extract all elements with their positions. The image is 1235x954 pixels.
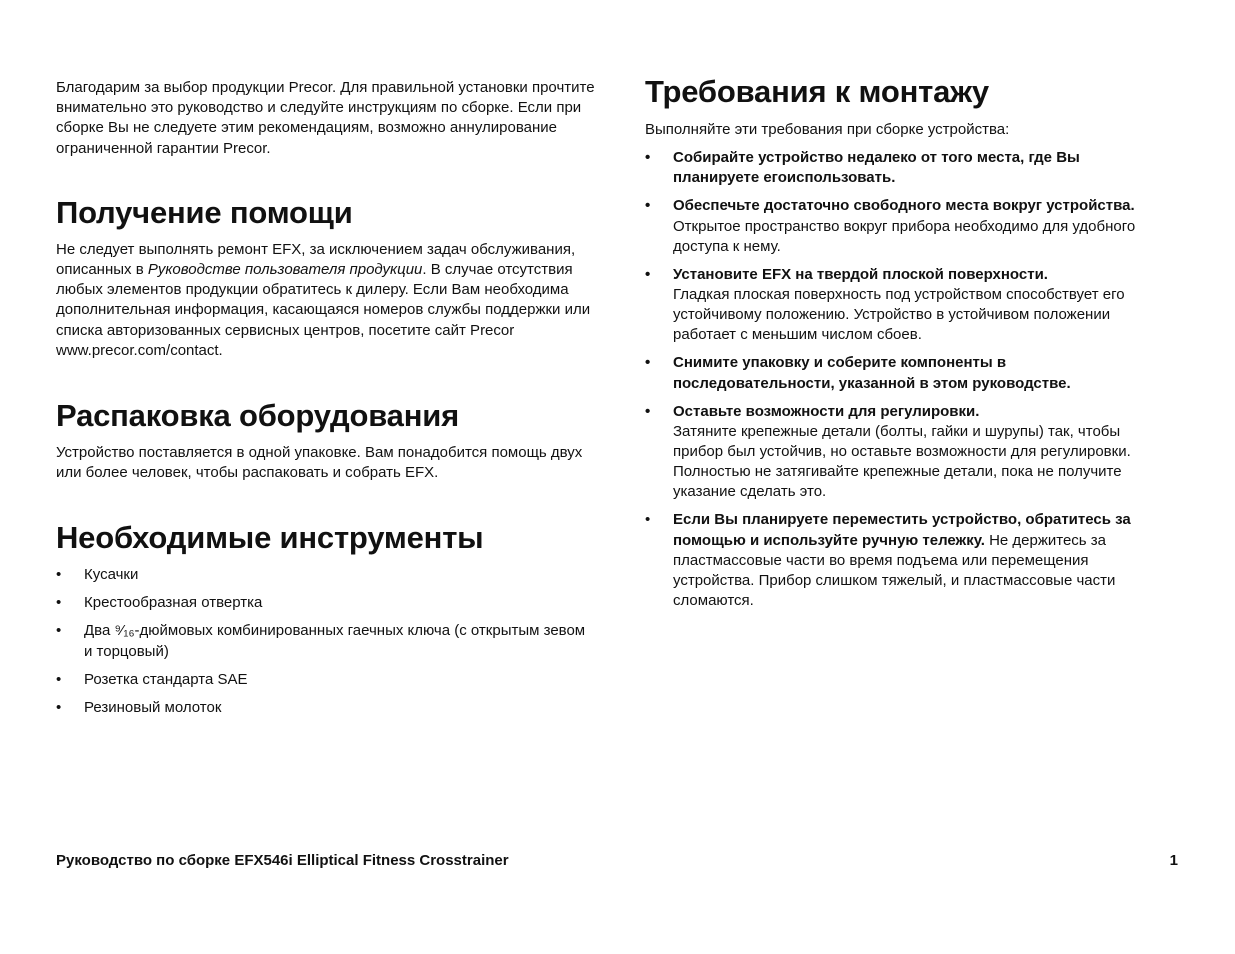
left-column (56, 78, 596, 718)
page-footer (56, 852, 1178, 869)
list-item: • Установите EFX на твердой плоской поверхности. Гладкая плоская поверхность под устройством способствует его устойчивому положению. Устройство в устойчивом положении работает с меньшим числом сбоев. (645, 265, 1125, 344)
right-column (645, 74, 1170, 611)
list-item: • Крестообразная отвертка (56, 594, 263, 612)
footer-title: Руководство по сборке EFX546i Elliptical Fitness Crosstrainer (56, 852, 509, 869)
requirements-list (645, 148, 1170, 611)
requirements-lead: Выполняйте эти требования при сборке устройства: (645, 121, 1010, 138)
list-item: • Снимите упаковку и соберите компоненты в последовательности, указанной в этом руководстве. (645, 354, 1071, 392)
requirements-heading: Требования к монтажу (645, 74, 989, 109)
list-item: • Оставьте возможности для регулировки. Затяните крепежные детали (болты, гайки и шурупы) так, чтобы прибор был устойчив, но оставьте возможности для регулировки. Полностью не затягивайте крепежные детали, пока не получите указание сделать это. (645, 402, 1131, 501)
list-item: • Розетка стандарта SAE (56, 670, 248, 688)
list-item: • Кусачки (56, 566, 139, 584)
list-item: • Собирайте устройство недалеко от того места, где Вы планируете егоиспользовать. (645, 149, 1080, 187)
unpack-heading: Распаковка оборудования (56, 398, 459, 434)
help-heading: Получение помощи (56, 194, 353, 230)
unpack-paragraph: Устройство поставляется в одной упаковке. Вам понадобится помощь двух или более человек, чтобы распаковать и собрать EFX. (56, 444, 583, 482)
list-item: • Обеспечьте достаточно свободного места вокруг устройства. Открытое пространство вокруг прибора необходимо для удобного доступа к нему. (645, 197, 1136, 255)
intro-paragraph: Благодарим за выбор продукции Precor. Для правильной установки прочтите внимательно это руководство и следуйте инструкциям по сборке. Если при сборке Вы не следуете этим рекомендациям, возможно аннулирование ограниченной гарантии Precor. (56, 79, 595, 157)
list-item: • Резиновый молоток (56, 698, 222, 716)
page-number: 1 (1169, 852, 1178, 869)
help-paragraph: Не следует выполнять ремонт EFX, за исключением задач обслуживания, описанных в Руководстве пользователя продукции. В случае отсутствия любых элементов продукции обратитесь к дилеру. Если Вам необходима дополнительная информация, касающаяся номеров службы поддержки или списка авторизованных сервисных центров, посетите сайт Precor www.precor.com/contact. (56, 240, 591, 359)
list-item: • Два ⁹⁄₁₆-дюймовых комбинированных гаечных ключа (с открытым зевом и торцовый) (56, 622, 586, 660)
list-item: • Если Вы планируете переместить устройство, обратитесь за помощью и используйте ручную тележку. Не держитесь за пластмассовые части во время подъема или перемещения устройства. Прибор слишком тяжелый, и пластмассовые части сломаются. (645, 511, 1131, 610)
tools-list (56, 565, 596, 717)
tools-heading: Необходимые инструменты (56, 520, 484, 556)
